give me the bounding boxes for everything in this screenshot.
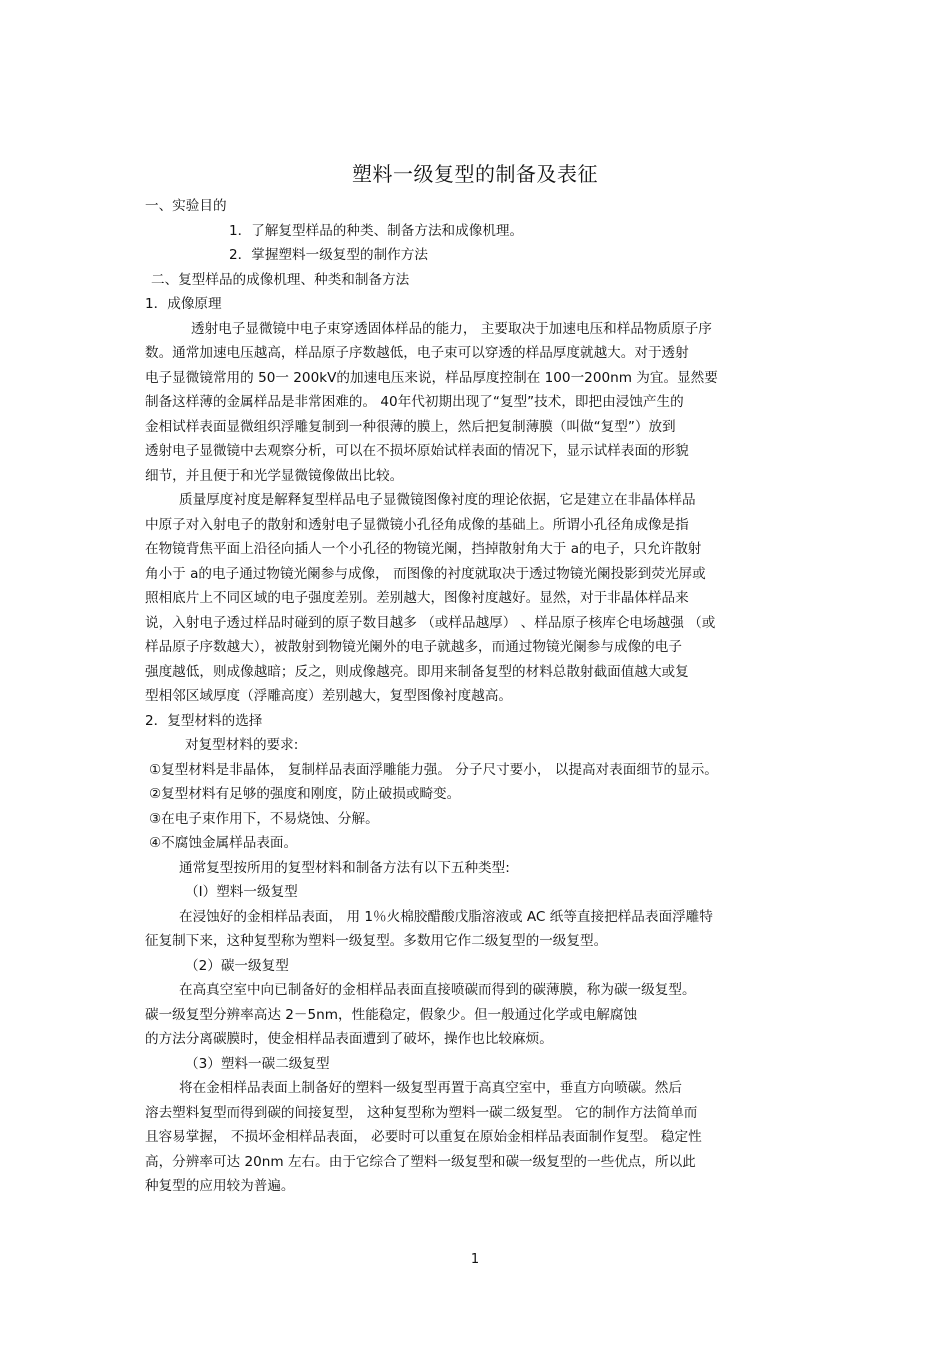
text-line: 说，入射电子透过样品时碰到的原子数目越多 （或样品越厚） 、样品原子核库仑电场越强 （或 [145,614,716,631]
text-line: 2．掌握塑料一级复型的制作方法 [229,247,428,263]
text-line: 细节，并且便于和光学显微镜像做出比较。 [145,467,404,484]
text-line: ①复型材料是非晶体， 复制样品表面浮雕能力强。 分子尺寸要小， 以提高对表面细节的显示。 [149,761,718,778]
text-line: 二、复型样品的成像机理、种类和制备方法 [151,271,410,288]
text-line: 高，分辨率可达 20nm 左右。由于它综合了塑料一级复型和碳一级复型的一些优点，所以此 [145,1153,696,1170]
text-line: 电子显微镜常用的 50一 200kV的加速电压来说，样品厚度控制在 100一200nm 为宜。显然要 [145,369,718,386]
text-line: 制备这样薄的金属样品是非常困难的。 40年代初期出现了“复型”技术，即把由浸蚀产生的 [145,394,684,410]
text-line: 1．了解复型样品的种类、制备方法和成像机理。 [229,222,524,239]
text-line: 1．成像原理 [145,296,222,312]
document-body [145,194,825,1199]
text-line: （2）碳一级复型 [185,957,289,974]
text-line: 在物镜背焦平面上沿径向插人一个小孔径的物镜光阑，挡掉散射角大于 a的电子，只允许散射 [145,541,702,557]
text-line: 数。通常加速电压越高，样品原子序数越低，电子束可以穿透的样品厚度就越大。对于透射 [145,345,689,361]
text-line: 透射电子显微镜中电子束穿透固体样品的能力， 主要取决于加速电压和样品物质原子序 [191,320,712,337]
text-line: 对复型材料的要求: [185,737,299,753]
text-line: 溶去塑料复型而得到碳的间接复型， 这种复型称为塑料一碳二级复型。 它的制作方法简单而 [145,1104,698,1121]
text-line: 质量厚度衬度是解释复型样品电子显微镜图像衬度的理论依据，它是建立在非晶体样品 [179,492,696,508]
text-line: 通常复型按所用的复型材料和制备方法有以下五种类型: [179,859,510,876]
text-line: 2．复型材料的选择 [145,712,263,729]
text-line: 一、实验目的 [145,198,227,214]
text-line: 照相底片上不同区域的电子强度差别。差别越大，图像衬度越好。显然，对于非晶体样品来 [145,590,689,606]
text-line: 在浸蚀好的金相样品表面， 用 1％火棉胶醋酸戊脂溶液或 AC 纸等直接把样品表面浮雕特 [179,908,713,925]
text-line: 种复型的应用较为普遍。 [145,1178,295,1194]
page-number: 1 [470,1252,480,1267]
text-line: 且容易掌握， 不损坏金相样品表面， 必要时可以重复在原始金相样品表面制作复型。 稳定性 [145,1129,702,1145]
text-line: 型相邻区域厚度（浮雕高度）差别越大，复型图像衬度越高。 [145,688,513,704]
text-line: 将在金相样品表面上制备好的塑料一级复型再置于高真空室中，垂直方向喷碳。然后 [179,1080,682,1096]
text-line: 中原子对入射电子的散射和透射电子显微镜小孔径角成像的基础上。所谓小孔径角成像是指 [145,516,689,533]
text-line: 透射电子显微镜中去观察分析，可以在不损坏原始试样表面的情况下，显示试样表面的形貌 [145,443,689,459]
text-line: 角小于 a的电子通过物镜光阑参与成像， 而图像的衬度就取决于透过物镜光阑投影到荧光屏或 [145,565,706,582]
page-title: 塑料一级复型的制备及表征 [352,162,598,186]
text-line: 在高真空室中向已制备好的金相样品表面直接喷碳而得到的碳薄膜，称为碳一级复型。 [179,982,696,998]
text-line: ③在电子束作用下，不易烧蚀、分解。 [149,810,379,827]
text-line: 样品原子序数越大），被散射到物镜光阑外的电子就越多，而通过物镜光阑参与成像的电子 [145,639,682,655]
text-line: 的方法分离碳膜时，使金相样品表面遭到了破坏，操作也比较麻烦。 [145,1031,553,1047]
text-line: ④不腐蚀金属样品表面。 [149,835,298,851]
text-line: 征复制下来，这种复型称为塑料一级复型。多数用它作二级复型的一级复型。 [145,933,608,949]
text-line: （I）塑料一级复型 [185,884,298,900]
text-line: 金相试样表面显微组织浮雕复制到一种很薄的膜上，然后把复制薄膜（叫做“复型”）放到 [145,418,676,435]
text-line: 强度越低，则成像越暗；反之，则成像越亮。即用来制备复型的材料总散射截面值越大或复 [145,663,689,680]
text-line: （3）塑料一碳二级复型 [185,1055,330,1072]
text-line: 碳一级复型分辨率高达 2－5nm，性能稳定，假象少。但一般通过化学或电解腐蚀 [145,1006,638,1023]
text-line: ②复型材料有足够的强度和刚度，防止破损或畸变。 [149,786,461,802]
